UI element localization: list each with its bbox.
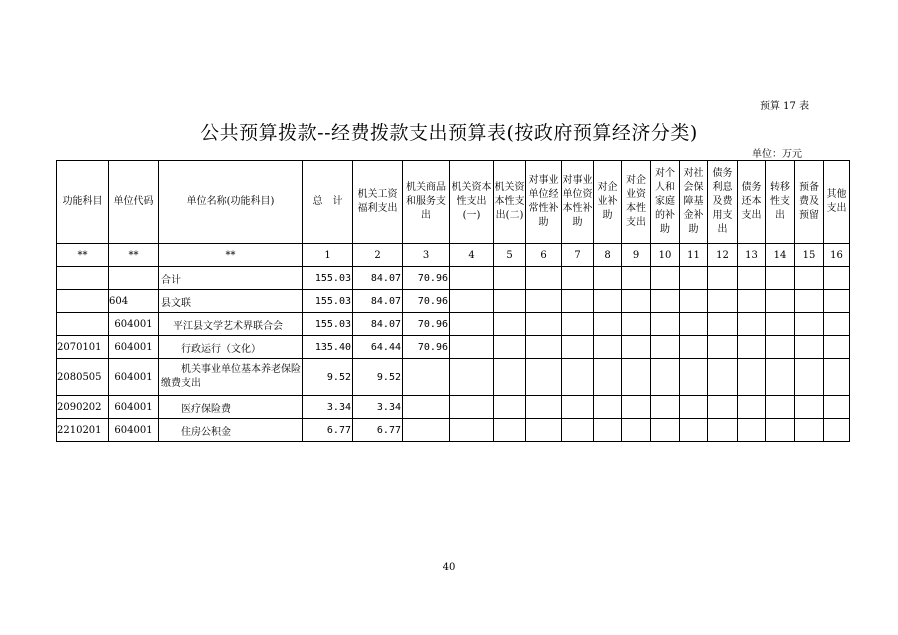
unit-code-cell [109,267,159,290]
total-cell: 135.40 [303,336,353,359]
unit-code-cell: 604001 [109,359,159,396]
index-cell: 1 [303,244,353,267]
wage-cell: 64.44 [353,336,403,359]
header-cell: 对事业单位经常性补助 [526,161,562,244]
index-cell: ** [57,244,109,267]
unit-name-cell: 合计 [159,267,303,290]
index-cell: 9 [622,244,651,267]
table-row [57,396,850,419]
index-cell: 8 [594,244,622,267]
wage-cell: 84.07 [353,313,403,336]
unit-name-cell: 医疗保险费 [159,396,303,419]
unit-name-cell: 平江县文学艺术界联合会 [159,313,303,336]
index-row [57,244,850,267]
function-code-cell: 2210201 [57,419,109,442]
index-cell: 16 [824,244,850,267]
header-cell: 功能科目 [57,161,109,244]
total-cell: 155.03 [303,313,353,336]
unit-name-cell: 住房公积金 [159,419,303,442]
table-row [57,419,850,442]
page-title: 公共预算拨款--经费拨款支出预算表(按政府预算经济分类) [200,122,698,144]
table-row [57,290,850,313]
header-cell: 转移性支出 [766,161,795,244]
index-cell: 2 [353,244,403,267]
goods-services-cell: 70.96 [403,290,450,313]
table-row [57,336,850,359]
index-cell: 7 [562,244,594,267]
unit-name-cell: 机关事业单位基本养老保险缴费支出 [159,359,303,396]
index-cell: 3 [403,244,450,267]
table-row [57,359,850,396]
unit-label: 单位：万元 [752,149,802,160]
index-cell: ** [159,244,303,267]
header-cell: 机关工资福利支出 [353,161,403,244]
header-row [57,161,850,244]
index-cell: 15 [795,244,824,267]
goods-services-cell [403,419,450,442]
wage-cell: 6.77 [353,419,403,442]
goods-services-cell: 70.96 [403,313,450,336]
function-code-cell: 2070101 [57,336,109,359]
unit-code-cell: 604 [109,290,159,313]
total-cell: 155.03 [303,290,353,313]
budget-table [56,160,850,442]
function-code-cell: 2090202 [57,396,109,419]
goods-services-cell: 70.96 [403,267,450,290]
header-cell: 机关资本性支出(一) [450,161,494,244]
wage-cell: 9.52 [353,359,403,396]
header-cell: 对企业资本性支出 [622,161,651,244]
table-row [57,313,850,336]
total-cell: 155.03 [303,267,353,290]
function-code-cell [57,267,109,290]
index-cell: 10 [651,244,680,267]
index-cell: 12 [708,244,738,267]
unit-code-cell: 604001 [109,396,159,419]
index-cell: 13 [738,244,766,267]
unit-code-cell: 604001 [109,336,159,359]
header-cell: 对企业补助 [594,161,622,244]
header-cell: 对社会保障基金补助 [680,161,708,244]
index-cell: 11 [680,244,708,267]
header-cell: 债务利息及费用支出 [708,161,738,244]
header-cell: 单位名称(功能科目) [159,161,303,244]
header-cell: 债务还本支出 [738,161,766,244]
goods-services-cell [403,359,450,396]
goods-services-cell [403,396,450,419]
unit-code-cell: 604001 [109,419,159,442]
header-cell: 机关商品和服务支出 [403,161,450,244]
goods-services-cell: 70.96 [403,336,450,359]
total-cell: 6.77 [303,419,353,442]
index-cell: 4 [450,244,494,267]
unit-name-cell: 县文联 [159,290,303,313]
function-code-cell: 2080505 [57,359,109,396]
header-cell: 其他支出 [824,161,850,244]
total-cell: 9.52 [303,359,353,396]
total-cell: 3.34 [303,396,353,419]
index-cell: 14 [766,244,795,267]
index-cell: ** [109,244,159,267]
unit-name-cell: 行政运行（文化） [159,336,303,359]
wage-cell: 3.34 [353,396,403,419]
header-cell: 对事业单位资本性补助 [562,161,594,244]
unit-code-cell: 604001 [109,313,159,336]
header-cell: 总 计 [303,161,353,244]
function-code-cell [57,290,109,313]
index-cell: 5 [494,244,526,267]
wage-cell: 84.07 [353,267,403,290]
page-number: 40 [442,562,456,573]
index-cell: 6 [526,244,562,267]
function-code-cell [57,313,109,336]
header-cell: 机关资本性支出(二) [494,161,526,244]
header-cell: 单位代码 [109,161,159,244]
form-number: 预算 17 表 [760,101,810,112]
header-cell: 对个人和家庭的补助 [651,161,680,244]
header-cell: 预备费及预留 [795,161,824,244]
wage-cell: 84.07 [353,290,403,313]
table-row [57,267,850,290]
